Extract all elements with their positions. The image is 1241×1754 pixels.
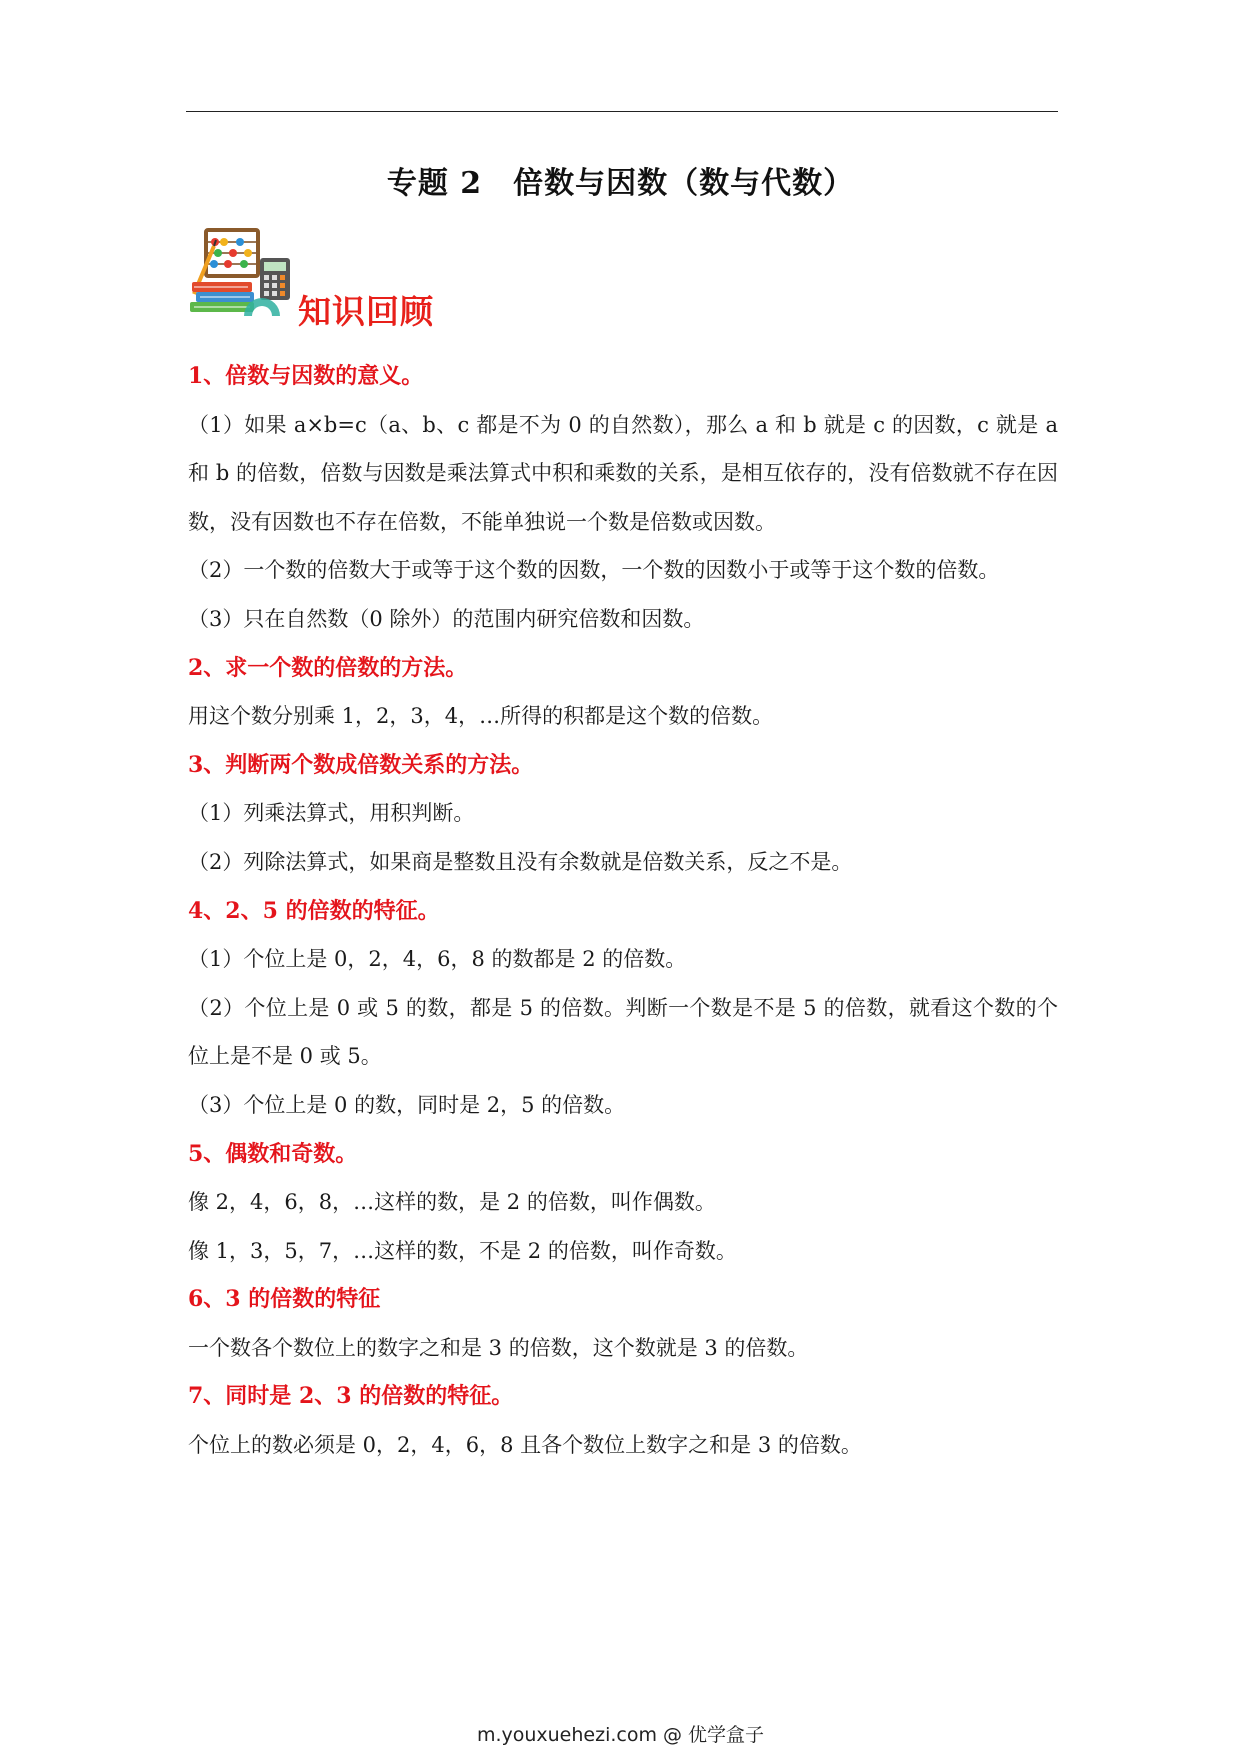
knowledge-review-banner <box>188 224 448 334</box>
knowledge-content <box>188 352 1058 1470</box>
section-heading: 6、3 的倍数的特征 <box>188 1286 381 1313</box>
section-heading: 1、倍数与因数的意义。 <box>188 363 424 389</box>
paragraph: （2）列除法算式，如果商是整数且没有余数就是倍数关系，反之不是。 <box>188 849 853 874</box>
paragraph: 像 2，4，6，8，…这样的数，是 2 的倍数，叫作偶数。 <box>188 1190 716 1215</box>
section-heading: 2、求一个数的倍数的方法。 <box>188 654 468 681</box>
paragraph: （3）只在自然数（0 除外）的范围内研究倍数和因数。 <box>188 606 705 631</box>
abacus-books-calculator-icon <box>188 224 298 320</box>
paragraph: （3）个位上是 0 的数，同时是 2，5 的倍数。 <box>188 1092 626 1117</box>
section-heading: 5、偶数和奇数。 <box>188 1140 358 1167</box>
paragraph: 个位上的数必须是 0，2，4，6，8 且各个数位上数字之和是 3 的倍数。 <box>188 1433 862 1458</box>
header-rule <box>186 111 1058 112</box>
paragraph: 像 1，3，5，7，…这样的数，不是 2 的倍数，叫作奇数。 <box>188 1238 737 1263</box>
paragraph: （2）个位上是 0 或 5 的数，都是 5 的倍数。判断一个数是不是 5 的倍数，就看这个数的个位上是不是 0 或 5。 <box>188 995 1058 1069</box>
paragraph: （2）一个数的倍数大于或等于这个数的因数，一个数的因数小于或等于这个数的倍数。 <box>188 558 1000 583</box>
paragraph: （1）列乘法算式，用积判断。 <box>188 801 475 826</box>
paragraph: 用这个数分别乘 1，2，3，4，…所得的积都是这个数的倍数。 <box>188 704 774 729</box>
section-heading: 4、2、5 的倍数的特征。 <box>188 897 440 924</box>
footer-watermark: m.youxuehezi.com @ 优学盒子 <box>476 1724 765 1746</box>
section-heading: 7、同时是 2、3 的倍数的特征。 <box>188 1383 514 1410</box>
section-heading: 3、判断两个数成倍数关系的方法。 <box>188 751 534 778</box>
page-title: 专题 2 倍数与因数（数与代数） <box>386 166 855 201</box>
paragraph: （1）个位上是 0，2，4，6，8 的数都是 2 的倍数。 <box>188 947 687 972</box>
banner-label: 知识回顾 <box>298 292 434 331</box>
paragraph: 一个数各个数位上的数字之和是 3 的倍数，这个数就是 3 的倍数。 <box>188 1335 809 1360</box>
paragraph: （1）如果 a×b=c（a、b、c 都是不为 0 的自然数），那么 a 和 b 就是 c 的因数，c 就是 a 和 b 的倍数，倍数与因数是乘法算式中积和乘数的关系，是相互依存的，没有倍数就不存在因数，没有因数也不存在倍数，不能单独说一个数是倍数或因数。 <box>188 412 1058 534</box>
